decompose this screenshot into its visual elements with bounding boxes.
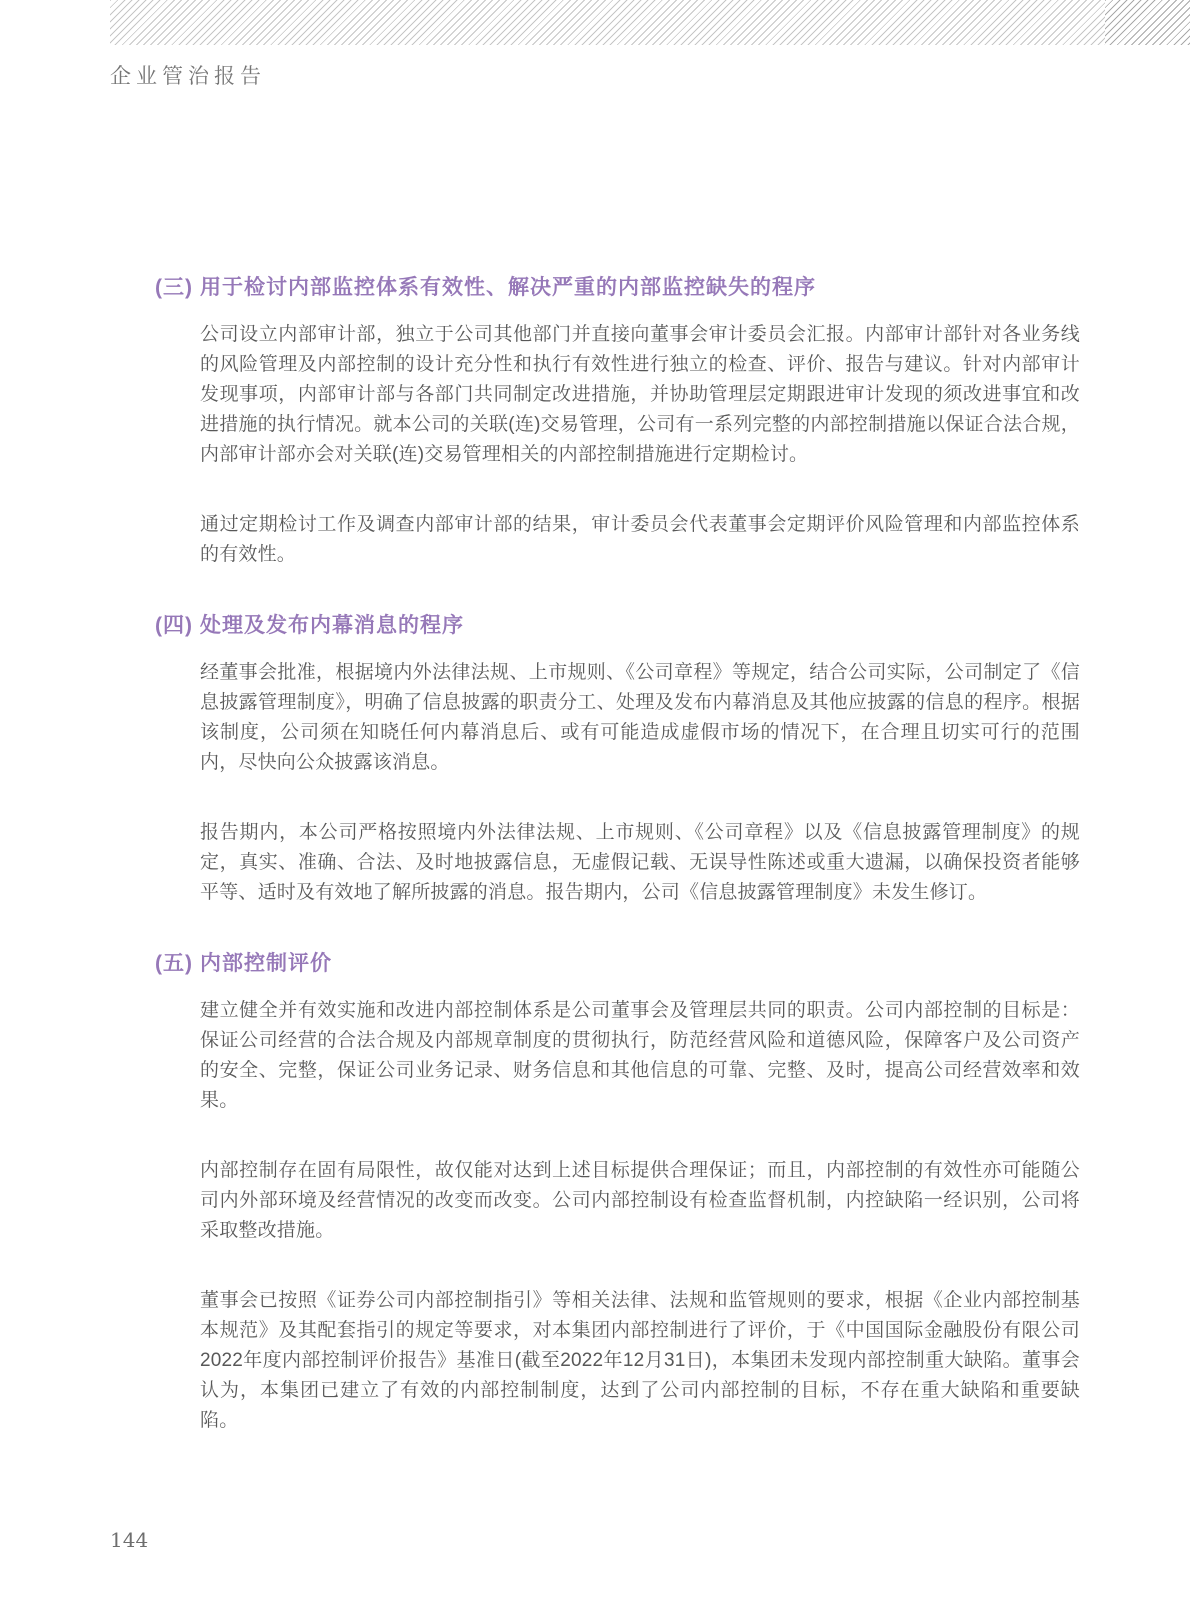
paragraph: 董事会已按照《证券公司内部控制指引》等相关法律、法规和监管规则的要求，根据《企业内部控制基本规范》及其配套指引的规定等要求，对本集团内部控制进行了评价，于《中国国际金融股份有限公司2022年度内部控制评价报告》基准日(截至2022年12月31日)，本集团未发现内部控制重大缺陷。董事会认为，本集团已建立了有效的内部控制制度，达到了公司内部控制的目标，不存在重大缺陷和重要缺陷。 <box>200 1290 1080 1431</box>
paragraph: 内部控制存在固有局限性，故仅能对达到上述目标提供合理保证；而且，内部控制的有效性亦可能随公司内外部环境及经营情况的改变而改变。公司内部控制设有检查监督机制，内控缺陷一经识别，公司将采取整改措施。 <box>200 1160 1080 1241</box>
section-title: 处理及发布内幕消息的程序 <box>200 614 464 637</box>
section-heading <box>155 948 1080 980</box>
section-3 <box>155 272 1080 570</box>
hatch-banner-right-segment <box>1105 0 1190 45</box>
paragraph: 报告期内，本公司严格按照境内外法律法规、上市规则、《公司章程》以及《信息披露管理制度》的规定，真实、准确、合法、及时地披露信息，无虚假记载、无误导性陈述或重大遗漏，以确保投资者能够平等、适时及有效地了解所披露的消息。报告期内，公司《信息披露管理制度》未发生修订。 <box>200 822 1080 903</box>
paragraph: 经董事会批准，根据境内外法律法规、上市规则、《公司章程》等规定，结合公司实际，公司制定了《信息披露管理制度》，明确了信息披露的职责分工、处理及发布内幕消息及其他应披露的信息的程序。根据该制度，公司须在知晓任何内幕消息后、或有可能造成虚假市场的情况下，在合理且切实可行的范围内，尽快向公众披露该消息。 <box>200 662 1080 773</box>
section-number: (三) <box>155 276 193 299</box>
section-number: (五) <box>155 952 193 975</box>
paragraph: 公司设立内部审计部，独立于公司其他部门并直接向董事会审计委员会汇报。内部审计部针对各业务线的风险管理及内部控制的设计充分性和执行有效性进行独立的检查、评价、报告与建议。针对内部审计发现事项，内部审计部与各部门共同制定改进措施，并协助管理层定期跟进审计发现的须改进事宜和改进措施的执行情况。就本公司的关联(连)交易管理，公司有一系列完整的内部控制措施以保证合法合规，内部审计部亦会对关联(连)交易管理相关的内部控制措施进行定期检讨。 <box>200 324 1080 465</box>
paragraph: 通过定期检讨工作及调查内部审计部的结果，审计委员会代表董事会定期评价风险管理和内部监控体系的有效性。 <box>200 514 1080 565</box>
section-number: (四) <box>155 614 193 637</box>
section-5 <box>155 948 1080 1436</box>
document-header-title: 企业管治报告 <box>110 64 266 88</box>
hatch-banner <box>110 0 1190 45</box>
section-title: 内部控制评价 <box>200 952 332 975</box>
section-heading <box>155 272 1080 304</box>
section-title: 用于检讨内部监控体系有效性、解决严重的内部监控缺失的程序 <box>200 276 816 299</box>
page-content <box>155 272 1080 1476</box>
page-number: 144 <box>110 1528 149 1552</box>
section-heading <box>155 610 1080 642</box>
section-4 <box>155 610 1080 908</box>
paragraph: 建立健全并有效实施和改进内部控制体系是公司董事会及管理层共同的职责。公司内部控制的目标是：保证公司经营的合法合规及内部规章制度的贯彻执行，防范经营风险和道德风险，保障客户及公司资产的安全、完整，保证公司业务记录、财务信息和其他信息的可靠、完整、及时，提高公司经营效率和效果。 <box>200 1000 1080 1111</box>
